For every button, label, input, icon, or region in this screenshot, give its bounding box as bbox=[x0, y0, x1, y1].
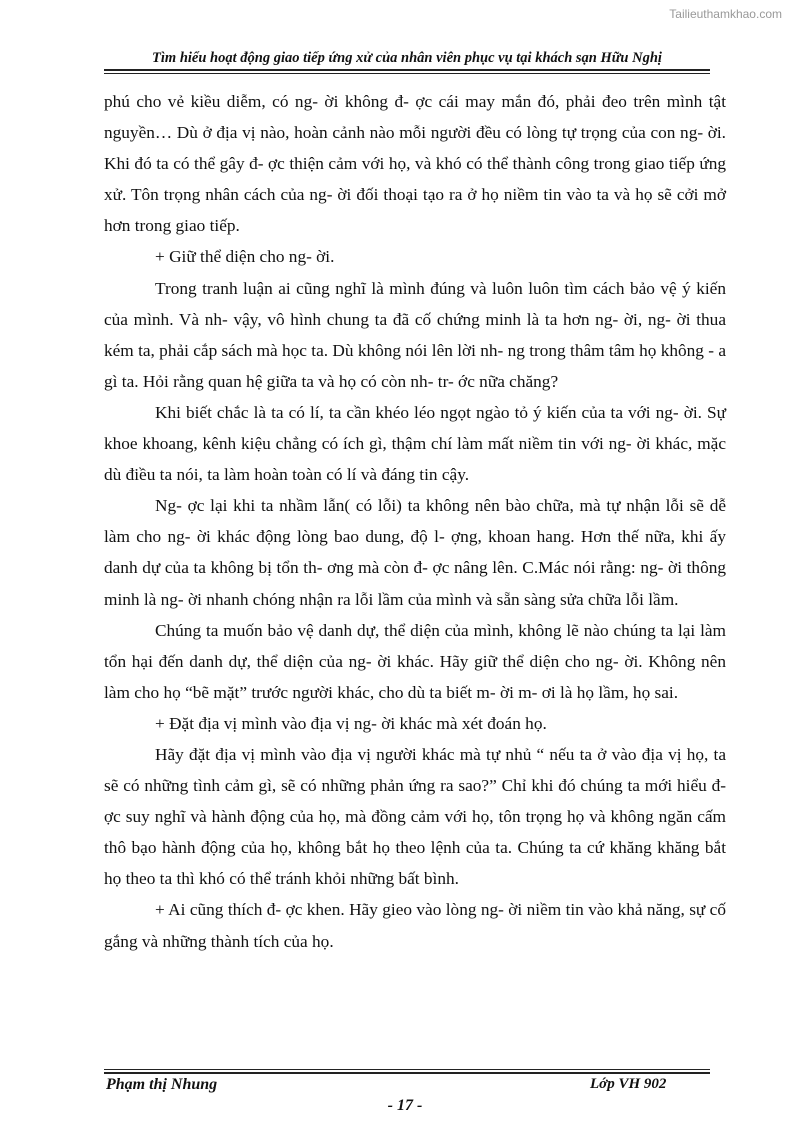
paragraph: Khi biết chắc là ta có lí, ta cần khéo léo ngọt ngào tỏ ý kiến của ta với ng- ời. Sự khoe khoang, kênh kiệu chẳng có ích gì, thậm chí làm mất niềm tin với ng- ời khác, mặc dù điều ta nói, ta làm hoàn toàn có lí và đáng tin cậy. bbox=[104, 402, 726, 485]
header-divider bbox=[104, 69, 710, 74]
footer-author: Phạm thị Nhung bbox=[106, 1076, 218, 1093]
paragraph: Trong tranh luận ai cũng nghĩ là mình đúng và luôn luôn tìm cách bảo vệ ý kiến của mình. Và nh- vậy, vô hình chung ta đã cố chứng minh là ta hơn ng- ời, ng- ời thua kém ta, phải cắp sách mà học ta. Dù không nói lên lời nh- ng trong thâm tâm họ không - a gì ta. Hỏi rằng quan hệ giữa ta và họ có còn nh- tr- ớc nữa chăng? bbox=[104, 278, 726, 391]
paragraph: + Giữ thể diện cho ng- ời. bbox=[155, 247, 335, 267]
paragraph: Ng- ợc lại khi ta nhầm lẫn( có lỗi) ta không nên bào chữa, mà tự nhận lỗi sẽ dễ làm cho ng- ời khác động lòng bao dung, độ l- ợng, khoan hang. Hơn thế nữa, khi ấy danh dự của ta không bị tổn th- ơng mà còn đ- ợc nâng lên. C.Mác nói rằng: ng- ời thông minh là ng- ời nhanh chóng nhận ra lỗi lầm của mình và sẵn sàng sửa chữa lỗi lầm. bbox=[104, 496, 726, 609]
page-number: - 17 - bbox=[387, 1097, 423, 1114]
paragraph: + Ai cũng thích đ- ợc khen. Hãy gieo vào lòng ng- ời niềm tin vào khả năng, sự cố gắng và những thành tích của họ. bbox=[104, 900, 726, 951]
paragraph: Hãy đặt địa vị mình vào địa vị người khác mà tự nhủ “ nếu ta ở vào địa vị họ, ta sẽ có những tình cảm gì, sẽ có những phản ứng ra sao?” Chỉ khi đó chúng ta mới hiểu đ- ợc suy nghĩ và hành động của họ, mà đồng cảm với họ, tôn trọng họ và không ngăn cấm thô bạo hành động của họ, không bắt họ theo lệnh của ta. Chúng ta cứ khăng khăng bắt họ theo ta thì khó có thể tránh khỏi những bất bình. bbox=[104, 744, 726, 889]
watermark-text: Tailieuthamkhao.com bbox=[669, 7, 782, 21]
page-header-title: Tìm hiểu hoạt động giao tiếp ứng xử của nhân viên phục vụ tại khách sạn Hữu Nghị bbox=[152, 50, 662, 66]
footer-divider bbox=[104, 1069, 710, 1074]
paragraph: Chúng ta muốn bảo vệ danh dự, thể diện của mình, không lẽ nào chúng ta lại làm tổn hại đến danh dự, thể diện của ng- ời khác. Hãy giữ thể diện cho ng- ời. Không nên làm cho họ “bẽ mặt” trước người khác, cho dù ta biết m- ời m- ơi là họ lầm, họ sai. bbox=[104, 620, 726, 702]
paragraph: + Đặt địa vị mình vào địa vị ng- ời khác mà xét đoán họ. bbox=[155, 713, 547, 733]
paragraph: phú cho vẻ kiều diễm, có ng- ời không đ- ợc cái may mắn đó, phải đeo trên mình tật nguyền… Dù ở địa vị nào, hoàn cảnh nào mỗi người đều có lòng tự trọng của con ng- ời. Khi đó ta có thể gây đ- ợc thiện cảm với họ, và khó có thể thành công trong giao tiếp ứng xử. Tôn trọng nhân cách của ng- ời đối thoại tạo ra ở họ niềm tin vào ta và họ sẽ cởi mở hơn trong giao tiếp. bbox=[104, 92, 726, 236]
footer-class-name: Lớp VH 902 bbox=[590, 1076, 667, 1092]
document-body bbox=[104, 86, 726, 957]
